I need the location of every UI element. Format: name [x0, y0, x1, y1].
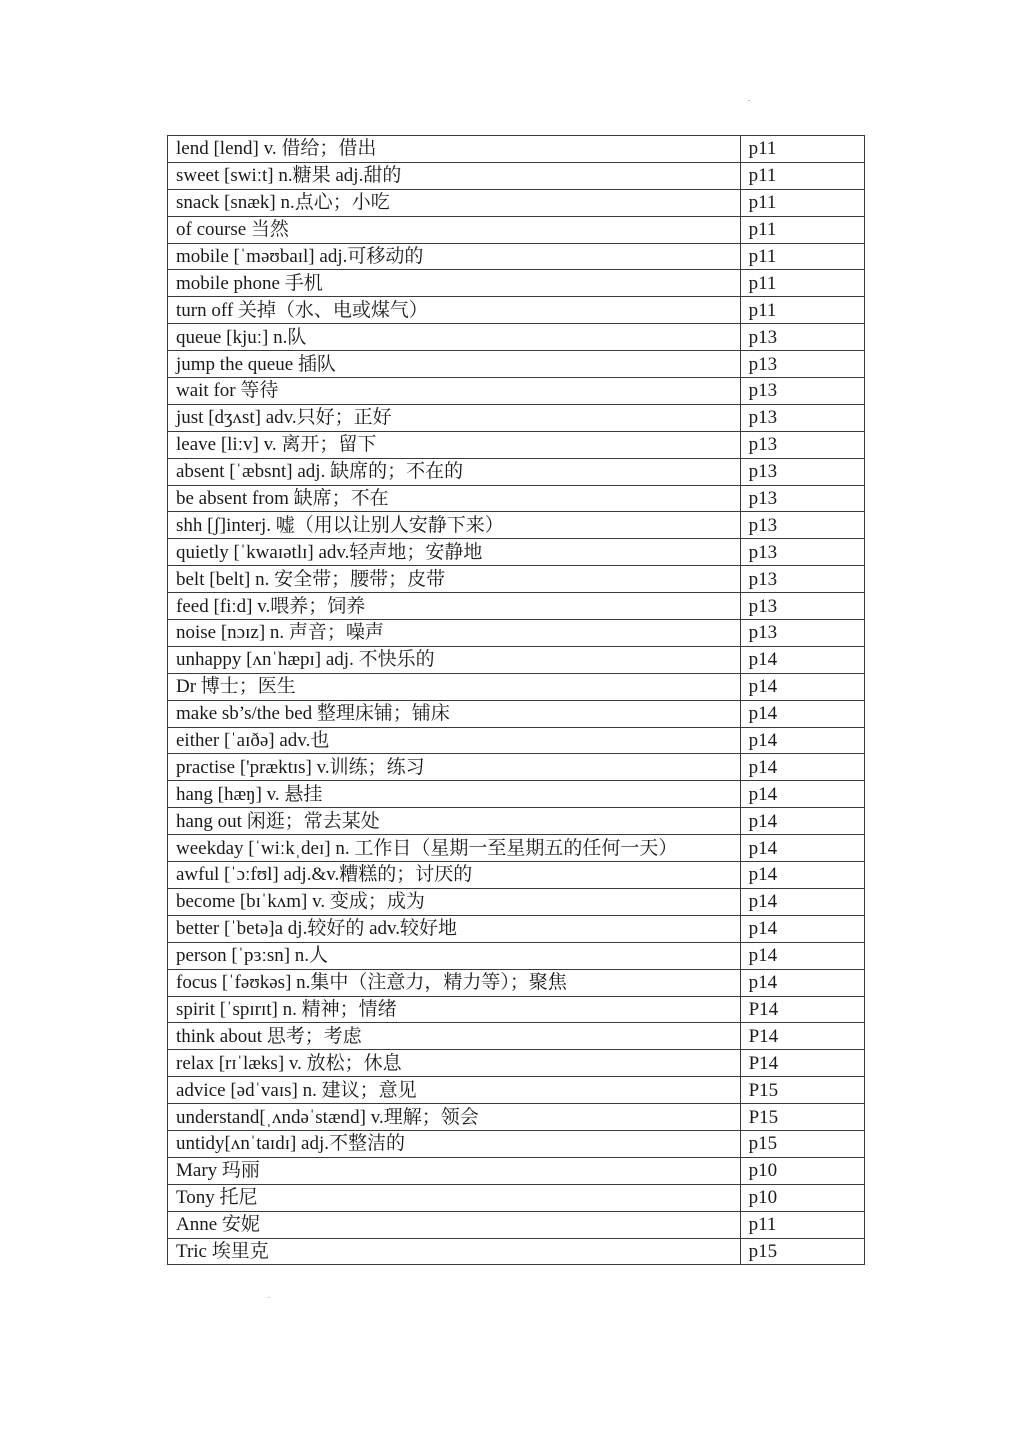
page-reference: p11 [740, 136, 864, 163]
vocabulary-entry: queue [kjuː] n.队 [168, 324, 741, 351]
vocabulary-entry: hang out 闲逛；常去某处 [168, 808, 741, 835]
vocabulary-entry: be absent from 缺席；不在 [168, 485, 741, 512]
page-reference: p14 [740, 835, 864, 862]
vocabulary-entry: noise [nɔɪz] n. 声音；噪声 [168, 620, 741, 647]
page-reference: P14 [740, 996, 864, 1023]
table-row [168, 404, 865, 431]
vocabulary-entry: leave [liːv] v. 离开；留下 [168, 431, 741, 458]
vocabulary-entry: feed [fiːd] v.喂养；饲养 [168, 593, 741, 620]
page-reference: p13 [740, 512, 864, 539]
vocabulary-entry: practise ['præktɪs] v.训练；练习 [168, 754, 741, 781]
page-reference: p14 [740, 781, 864, 808]
table-row [168, 539, 865, 566]
page-reference: p14 [740, 673, 864, 700]
page-reference: p14 [740, 727, 864, 754]
table-row [168, 673, 865, 700]
table-row [168, 1157, 865, 1184]
table-row [168, 136, 865, 163]
vocabulary-entry: make sb’s/the bed 整理床铺；铺床 [168, 700, 741, 727]
page-reference: p10 [740, 1157, 864, 1184]
scan-speck [268, 1297, 270, 1298]
vocabulary-entry: relax [rɪˈlæks] v. 放松；休息 [168, 1050, 741, 1077]
page-reference: p14 [740, 942, 864, 969]
page-reference: p13 [740, 593, 864, 620]
vocabulary-entry: unhappy [ʌnˈhæpɪ] adj. 不快乐的 [168, 646, 741, 673]
page-reference: p11 [740, 243, 864, 270]
scan-speck [748, 100, 750, 101]
table-row [168, 781, 865, 808]
vocabulary-entry: Dr 博士；医生 [168, 673, 741, 700]
table-row [168, 189, 865, 216]
table-row [168, 700, 865, 727]
table-row [168, 485, 865, 512]
table-row [168, 942, 865, 969]
page-reference: p13 [740, 324, 864, 351]
vocabulary-entry: absent [ˈæbsnt] adj. 缺席的；不在的 [168, 458, 741, 485]
table-row [168, 1050, 865, 1077]
page-reference: p15 [740, 1238, 864, 1265]
page-reference: p13 [740, 539, 864, 566]
table-row [168, 862, 865, 889]
vocabulary-entry: sweet [swiːt] n.糖果 adj.甜的 [168, 162, 741, 189]
page-reference: P14 [740, 1050, 864, 1077]
vocabulary-entry: quietly [ˈkwaɪətlɪ] adv.轻声地；安静地 [168, 539, 741, 566]
vocabulary-entry: focus [ˈfəʊkəs] n.集中（注意力，精力等）；聚焦 [168, 969, 741, 996]
vocabulary-entry: snack [snæk] n.点心；小吃 [168, 189, 741, 216]
page-reference: p14 [740, 754, 864, 781]
vocabulary-entry: either [ˈaɪðə] adv.也 [168, 727, 741, 754]
page-reference: p11 [740, 189, 864, 216]
page-reference: p11 [740, 270, 864, 297]
vocabulary-entry: Tony 托尼 [168, 1184, 741, 1211]
page-reference: p10 [740, 1184, 864, 1211]
table-row [168, 1104, 865, 1131]
vocabulary-entry: person [ˈpɜːsn] n.人 [168, 942, 741, 969]
vocabulary-entry: mobile phone 手机 [168, 270, 741, 297]
vocabulary-entry: better [ˈbetə]a dj.较好的 adv.较好地 [168, 915, 741, 942]
table-row [168, 727, 865, 754]
vocabulary-entry: untidy[ʌnˈtaɪdɪ] adj.不整洁的 [168, 1130, 741, 1157]
page-reference: p13 [740, 458, 864, 485]
page-reference: p15 [740, 1130, 864, 1157]
table-row [168, 835, 865, 862]
table-row [168, 620, 865, 647]
page-reference: p13 [740, 566, 864, 593]
page-reference: P15 [740, 1077, 864, 1104]
vocabulary-entry: hang [hæŋ] v. 悬挂 [168, 781, 741, 808]
page-reference: p14 [740, 808, 864, 835]
page-reference: p14 [740, 646, 864, 673]
page-reference: p13 [740, 431, 864, 458]
table-row [168, 243, 865, 270]
table-row [168, 1023, 865, 1050]
table-row [168, 458, 865, 485]
table-row [168, 593, 865, 620]
table-row [168, 646, 865, 673]
table-row [168, 808, 865, 835]
vocabulary-table [167, 135, 865, 1265]
vocabulary-entry: shh [ʃ]interj. 嘘（用以让别人安静下来） [168, 512, 741, 539]
vocabulary-entry: think about 思考；考虑 [168, 1023, 741, 1050]
vocabulary-entry: awful [ˈɔːfʊl] adj.&v.糟糕的；讨厌的 [168, 862, 741, 889]
vocabulary-entry: of course 当然 [168, 216, 741, 243]
page-reference: P15 [740, 1104, 864, 1131]
table-row [168, 754, 865, 781]
vocabulary-entry: jump the queue 插队 [168, 351, 741, 378]
vocabulary-entry: belt [belt] n. 安全带；腰带；皮带 [168, 566, 741, 593]
vocabulary-entry: Mary 玛丽 [168, 1157, 741, 1184]
vocabulary-entry: advice [ədˈvaɪs] n. 建议；意见 [168, 1077, 741, 1104]
page-reference: p14 [740, 862, 864, 889]
page-reference: p13 [740, 404, 864, 431]
page-reference: p13 [740, 620, 864, 647]
table-row [168, 297, 865, 324]
vocabulary-entry: become [bɪˈkʌm] v. 变成；成为 [168, 888, 741, 915]
vocabulary-entry: just [dʒʌst] adv.只好；正好 [168, 404, 741, 431]
page-reference: p11 [740, 216, 864, 243]
page-reference: p14 [740, 969, 864, 996]
table-row [168, 566, 865, 593]
vocabulary-entry: wait for 等待 [168, 378, 741, 405]
table-row [168, 1184, 865, 1211]
table-row [168, 888, 865, 915]
table-row [168, 431, 865, 458]
table-row [168, 512, 865, 539]
vocabulary-entry: spirit [ˈspɪrɪt] n. 精神；情绪 [168, 996, 741, 1023]
table-row [168, 324, 865, 351]
table-row [168, 216, 865, 243]
page-reference: p14 [740, 915, 864, 942]
page-reference: p14 [740, 700, 864, 727]
table-row [168, 1130, 865, 1157]
table-row [168, 378, 865, 405]
page-reference: p11 [740, 1211, 864, 1238]
vocabulary-entry: Anne 安妮 [168, 1211, 741, 1238]
page-reference: p13 [740, 351, 864, 378]
page-reference: p11 [740, 297, 864, 324]
table-row [168, 996, 865, 1023]
vocabulary-table-body [168, 136, 865, 1265]
vocabulary-entry: Tric 埃里克 [168, 1238, 741, 1265]
table-row [168, 270, 865, 297]
table-row [168, 1077, 865, 1104]
vocabulary-entry: lend [lend] v. 借给；借出 [168, 136, 741, 163]
table-row [168, 1238, 865, 1265]
vocabulary-entry: turn off 关掉（水、电或煤气） [168, 297, 741, 324]
vocabulary-entry: mobile [ˈməʊbaɪl] adj.可移动的 [168, 243, 741, 270]
table-row [168, 969, 865, 996]
page-reference: p11 [740, 162, 864, 189]
table-row [168, 351, 865, 378]
vocabulary-entry: weekday [ˈwiːkˌdeɪ] n. 工作日（星期一至星期五的任何一天） [168, 835, 741, 862]
table-row [168, 1211, 865, 1238]
page-reference: P14 [740, 1023, 864, 1050]
page-reference: p13 [740, 378, 864, 405]
table-row [168, 162, 865, 189]
vocabulary-entry: understand[ˌʌndəˈstænd] v.理解；领会 [168, 1104, 741, 1131]
table-row [168, 915, 865, 942]
page-reference: p13 [740, 485, 864, 512]
page-reference: p14 [740, 888, 864, 915]
